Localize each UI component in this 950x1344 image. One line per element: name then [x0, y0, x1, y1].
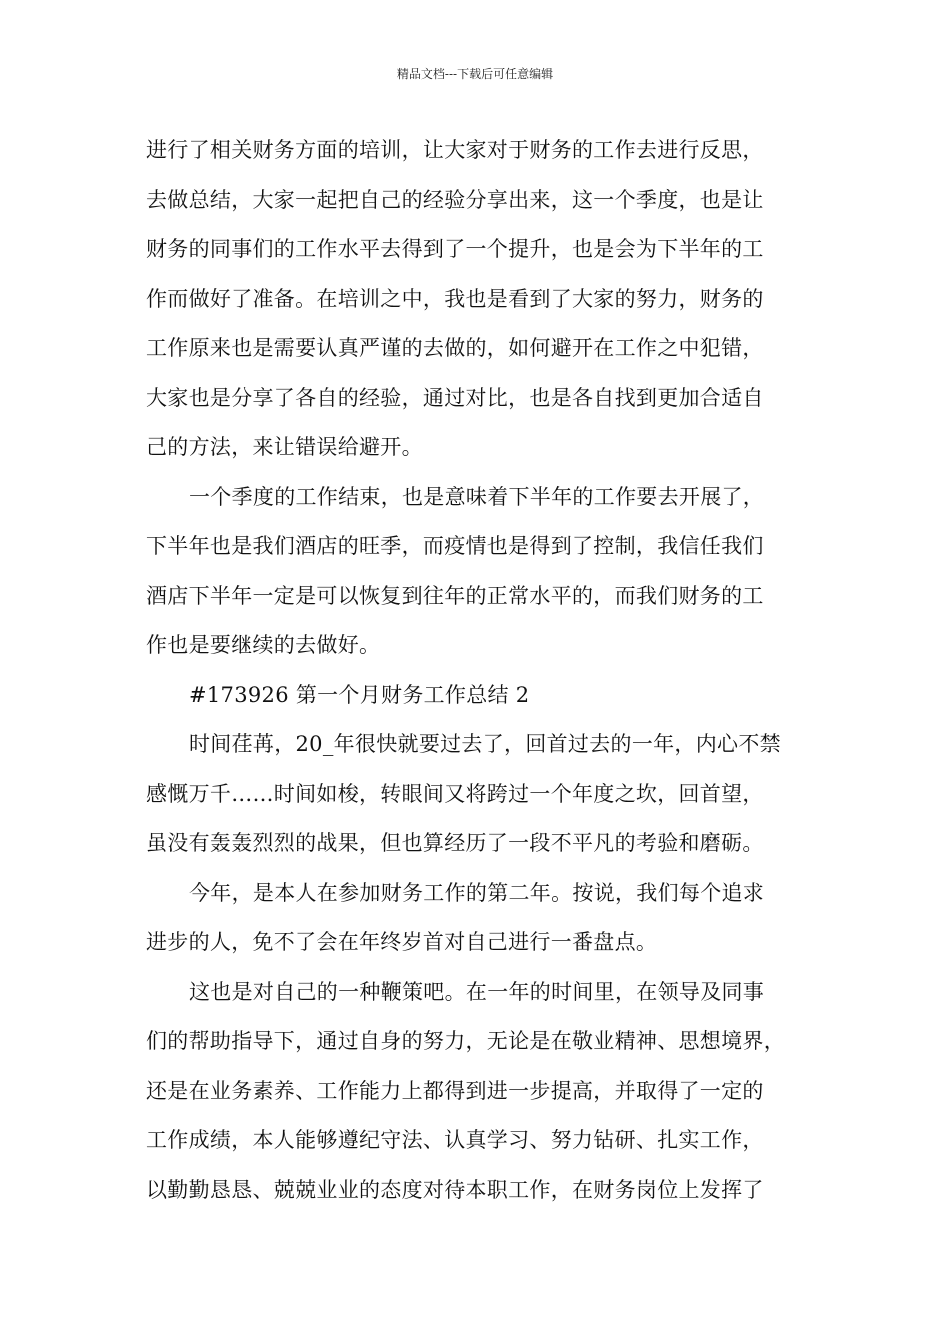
text-line: 进步的人，免不了会在年终岁首对自己进行一番盘点。 [146, 930, 658, 954]
text-line: 酒店下半年一定是可以恢复到往年的正常水平的，而我们财务的工 [146, 583, 764, 608]
text-line: 己的方法，来让错误给避开。 [146, 435, 423, 459]
text-line: 还是在业务素养、工作能力上都得到进一步提高，并取得了一定的 [146, 1078, 764, 1103]
text-line: 以勤勤恳恳、兢兢业业的态度对待本职工作，在财务岗位上发挥了 [146, 1177, 764, 1202]
text-line: 财务的同事们的工作水平去得到了一个提升，也是会为下半年的工 [146, 237, 764, 261]
paragraph-first-line: 这也是对自己的一种鞭策吧。在一年的时间里，在领导及同事 [189, 979, 765, 1004]
document-body [146, 126, 826, 1215]
text-line: 们的帮助指导下，通过自身的努力，无论是在敬业精神、思想境界， [146, 1029, 785, 1053]
text-line: 作而做好了准备。在培训之中，我也是看到了大家的努力，财务的 [146, 286, 764, 311]
text-line: 去做总结，大家一起把自己的经验分享出来，这一个季度，也是让 [146, 187, 764, 212]
paragraph-first-line: 今年，是本人在参加财务工作的第二年。按说，我们每个追求 [189, 880, 765, 905]
text-line: 工作原来也是需要认真严谨的去做的，如何避开在工作之中犯错， [146, 336, 764, 360]
text-line: 下半年也是我们酒店的旺季，而疫情也是得到了控制，我信任我们 [146, 534, 764, 558]
paragraph-first-line: 一个季度的工作结束，也是意味着下半年的工作要去开展了， [189, 484, 765, 509]
section-heading: #173926 第一个月财务工作总结 2 [189, 682, 530, 707]
text-line: 工作成绩，本人能够遵纪守法、认真学习、努力钻研、扎实工作， [146, 1128, 764, 1152]
text-line: 进行了相关财务方面的培训，让大家对于财务的工作去进行反思， [146, 138, 764, 162]
page-header: 精品文档---下载后可任意编辑 [396, 67, 554, 81]
text-line: 感慨万千……时间如梭，转眼间又将跨过一个年度之坎，回首望， [146, 781, 764, 806]
paragraph-first-line: 时间荏苒，20_年很快就要过去了，回首过去的一年，内心不禁 [189, 732, 781, 756]
text-line: 作也是要继续的去做好。 [146, 633, 381, 657]
text-line: 虽没有轰轰烈烈的战果，但也算经历了一段不平凡的考验和磨砺。 [146, 831, 764, 855]
text-line: 大家也是分享了各自的经验，通过对比，也是各自找到更加合适自 [146, 385, 764, 410]
